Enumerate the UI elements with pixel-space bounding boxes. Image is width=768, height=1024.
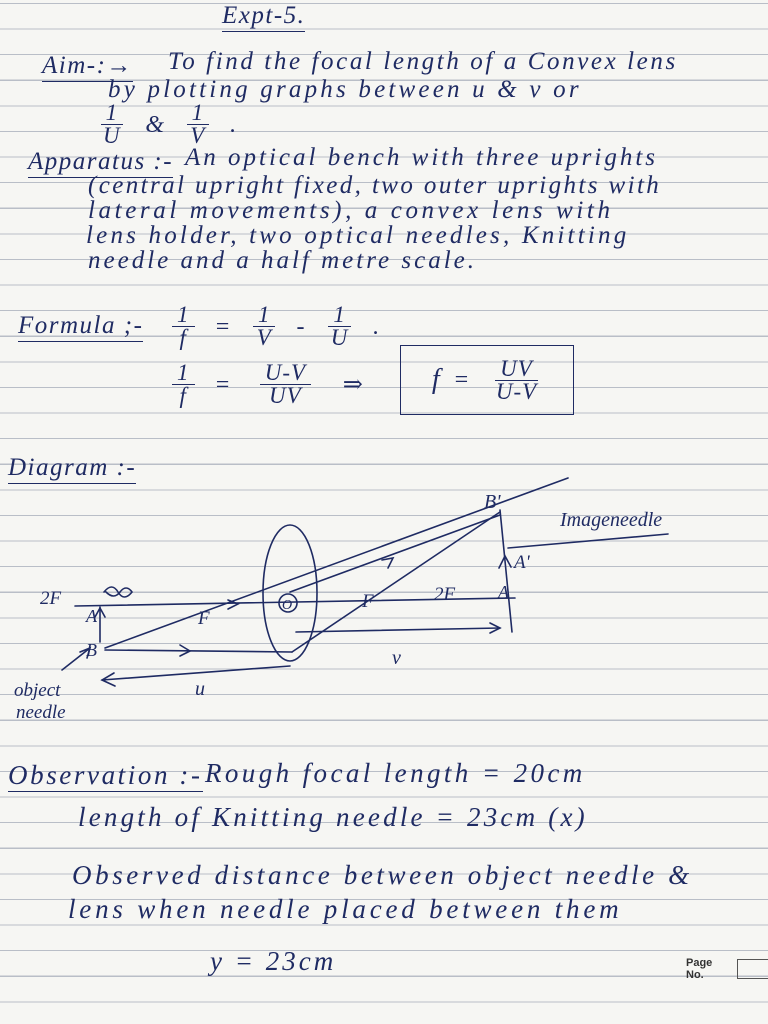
refracted-ray xyxy=(292,512,500,652)
image-needle xyxy=(500,510,512,632)
formula-label: Formula ;- xyxy=(18,312,143,342)
convex-lens xyxy=(263,525,317,661)
label-left-2f: 2F xyxy=(40,588,62,609)
label-u: u xyxy=(195,678,205,700)
observation-line-5: y = 23cm xyxy=(210,946,337,976)
aim-end-dot: . xyxy=(230,111,238,138)
label-object-needle-line-2: needle xyxy=(16,702,66,723)
optical-centre-circle xyxy=(279,594,297,612)
u-arrow-head xyxy=(102,673,115,686)
fraction-denominator: V xyxy=(256,325,272,350)
fraction-numerator: 1 xyxy=(253,304,276,327)
extra-ray xyxy=(290,515,500,592)
parallel-ray-arrow-head xyxy=(180,645,190,656)
page-number-label: Page No. xyxy=(686,957,713,981)
equals-sign: = xyxy=(453,367,471,393)
apparatus-label: Apparatus :- xyxy=(28,148,173,178)
principal-axis xyxy=(75,598,515,606)
apparatus-line-5: needle and a half metre scale. xyxy=(88,247,477,274)
fraction-numerator: UV xyxy=(495,358,538,381)
fraction-denominator: U xyxy=(330,325,349,350)
fraction-denominator: U-V xyxy=(495,378,538,404)
aim-label: Aim-:→ xyxy=(42,52,133,82)
v-arrow-head xyxy=(490,623,500,633)
observation-line-1: Rough focal length = 20cm xyxy=(205,758,586,788)
apparatus-line-4: lens holder, two optical needles, Knitting xyxy=(86,222,630,249)
aim-line-1: To find the focal length of a Convex lens xyxy=(168,48,678,75)
aim-line-2: by plotting graphs between u & v or xyxy=(108,76,582,103)
implies-arrow: ⇒ xyxy=(342,371,365,398)
fraction-denominator: V xyxy=(190,123,206,148)
diagram-label: Diagram :- xyxy=(8,454,136,484)
object-pointer-arrow-head xyxy=(80,648,90,658)
fraction-numerator: 1 xyxy=(172,362,195,385)
formula-uv-over-u-minus-v xyxy=(491,355,542,404)
observation-label: Observation :- xyxy=(8,760,203,790)
label-image-needle: Imageneedle xyxy=(560,509,663,531)
label-image-mid-a-prime: A' xyxy=(514,552,530,573)
object-needle-pointer xyxy=(62,648,90,670)
apparatus-line-2: (central upright fixed, two outer uprights with xyxy=(88,172,662,199)
page-number xyxy=(686,957,768,981)
equals-sign: = xyxy=(214,313,232,340)
label-v: v xyxy=(392,647,401,669)
axis-arrow-head xyxy=(228,600,238,609)
formula-row-2 xyxy=(166,362,370,407)
formula-u-minus-v-over-uv xyxy=(260,362,311,407)
formula-1-over-u xyxy=(326,304,354,349)
label-left-f: F xyxy=(198,608,210,629)
formula-end-dot: . xyxy=(373,313,381,340)
object-needle-arrow-head xyxy=(95,608,105,617)
v-distance-line xyxy=(296,628,500,632)
parallel-ray xyxy=(105,650,292,652)
label-optical-centre: O xyxy=(282,598,293,613)
label-image-base-a: A xyxy=(498,582,509,602)
formula-1-over-f xyxy=(172,304,195,349)
formula-1-over-v xyxy=(252,304,277,349)
fraction-denominator: UV xyxy=(269,383,302,408)
fraction-denominator: f xyxy=(179,325,187,350)
central-ray xyxy=(105,478,568,648)
fraction-numerator: 1 xyxy=(187,102,210,125)
observation-line-2: length of Knitting needle = 23cm (x) xyxy=(78,802,588,832)
scribble-mark xyxy=(104,587,132,597)
minus-sign: - xyxy=(296,313,307,340)
u-distance-line xyxy=(102,666,290,680)
label-object-top-a: A xyxy=(86,606,97,626)
extra-ray-arrow-head xyxy=(382,558,393,568)
aim-fractions xyxy=(92,102,244,147)
fraction-numerator: 1 xyxy=(328,304,351,327)
formula-1-over-f xyxy=(172,362,195,407)
label-right-2f: 2F xyxy=(434,584,456,605)
apparatus-line-1: An optical bench with three uprights xyxy=(185,144,659,171)
formula-row-1 xyxy=(166,304,387,349)
label-right-f: F xyxy=(362,591,374,612)
observation-line-3: Observed distance between object needle & xyxy=(72,860,693,890)
fraction-numerator: U-V xyxy=(260,362,311,385)
page-number-box xyxy=(737,959,768,979)
image-needle-pointer xyxy=(508,534,668,548)
fraction-numerator: 1 xyxy=(101,102,124,125)
apparatus-line-3: lateral movements), a convex lens with xyxy=(88,197,614,224)
observation-line-4: lens when needle placed between them xyxy=(68,894,623,924)
label-image-top-b-prime: B' xyxy=(484,491,501,513)
fraction-denominator: U xyxy=(103,123,121,148)
label-object-needle-line-1: object xyxy=(14,680,61,701)
equals-sign: = xyxy=(214,371,232,398)
aim-fraction-1-over-u xyxy=(98,102,126,147)
page-title: Expt-5. xyxy=(222,2,305,32)
image-needle-arrow-head xyxy=(499,556,511,568)
formula-result-box xyxy=(400,345,574,415)
result-f: f xyxy=(431,364,442,395)
fraction-denominator: f xyxy=(179,383,187,408)
label-object-bottom-b: B xyxy=(86,640,97,660)
aim-conjunction: & xyxy=(145,111,166,138)
aim-fraction-1-over-v xyxy=(185,102,210,147)
fraction-numerator: 1 xyxy=(172,304,195,327)
